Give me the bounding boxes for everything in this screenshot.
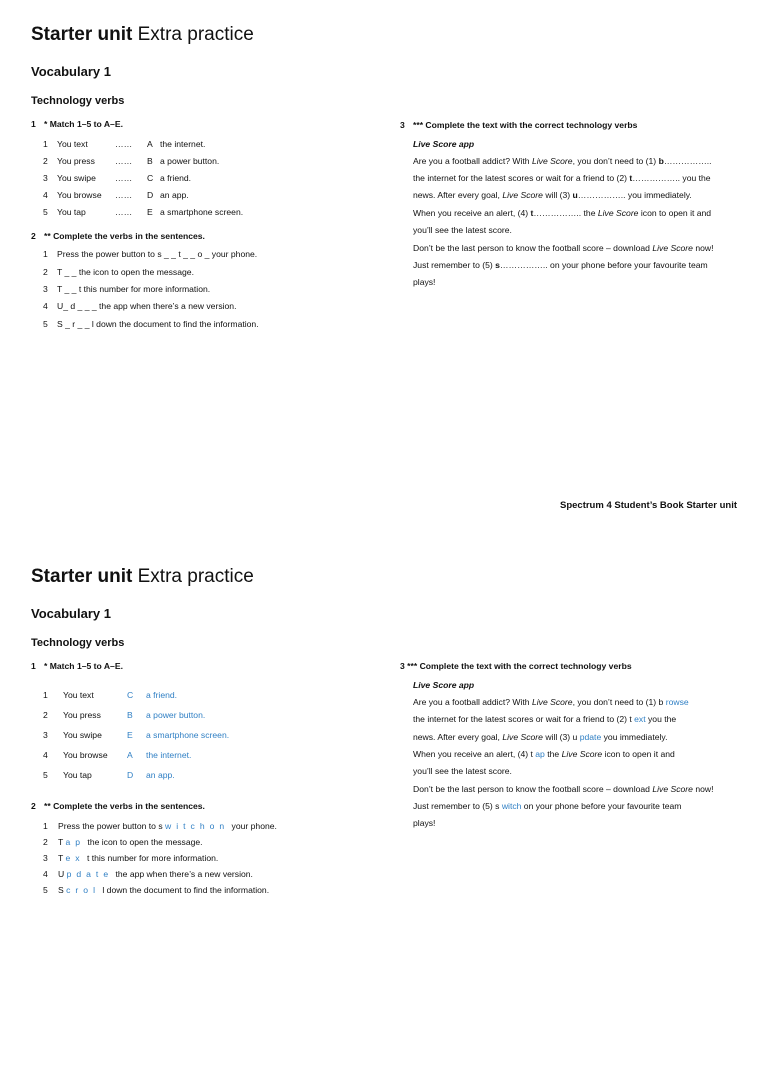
text-line: Just remember to (5) s…………….. on your phone before your favourite team bbox=[413, 260, 708, 270]
text-line: the internet for the latest scores or wait for a friend to (2) t ext you the bbox=[413, 714, 677, 724]
exercise-3-number: 3 bbox=[400, 120, 405, 130]
answer-text: an app. bbox=[146, 770, 175, 780]
text-line: news. After every goal, Live Score will (3) u…………….. you immediately. bbox=[413, 190, 692, 200]
worksheet-page-1: Starter unit Extra practice Vocabulary 1 Technology verbs 1 * Match 1–5 to A–E. 1 You text …… A the internet. 2 You press …… B a power button. 3 You swipe …… C a friend. 4 You browse …… D an app. 5 You tap …… E a smartphone screen. 2 ** Complete the verbs in the sentences. 1 Press the power button to s _ _ t _ _ o _ your phone. 2 T _ _ the icon to open the message. 3 T _ _ t this number for more information. 4 U_ d _ _ _ the app when there’s a new version. 5 S _ r _ _ l down the document to find the information. 3 *** Complete the text with the correct technology verbs Live Score app Are you a football addict? With Live Score, you don’t need to (1) b…………….. the internet for the latest scores or wait for a friend to (2) t…………….. you the news. After every goal, Live Score will (3) u…………….. you immediately. When you receive an alert, (4) t…………….. the Live Score icon to open it and you’ll see the latest score. Don’t be the last person to know the football score – download Live Score now! Just remember to (5) s…………….. on your phone before your favourite team plays! Spectrum 4 Student’s Book Starter unit bbox=[31, 24, 737, 511]
answer-letter: E bbox=[127, 730, 133, 740]
text-line: Just remember to (5) s witch on your phone before your favourite team bbox=[413, 801, 682, 811]
text-line: Don’t be the last person to know the football score – download Live Score now! bbox=[413, 784, 714, 794]
text-line: Are you a football addict? With Live Score, you don’t need to (1) b rowse bbox=[413, 697, 689, 707]
page-title: Starter unit Extra practice bbox=[31, 566, 254, 587]
text-line: the internet for the latest scores or wait for a friend to (2) t…………….. you the bbox=[413, 173, 711, 183]
answer-text: ex bbox=[65, 853, 85, 863]
answer-letter: D bbox=[127, 770, 134, 780]
subsection-heading: Technology verbs bbox=[31, 95, 125, 107]
answer-text: the internet. bbox=[146, 750, 192, 760]
text-line: Are you a football addict? With Live Score, you don’t need to (1) b…………….. bbox=[413, 156, 712, 166]
answer-letter: A bbox=[127, 750, 133, 760]
text-line: Don’t be the last person to know the football score – download Live Score now! bbox=[413, 243, 714, 253]
exercise-2-number: 2 bbox=[31, 231, 36, 241]
exercise-1-instruction: * Match 1–5 to A–E. bbox=[44, 661, 123, 671]
exercise-1-instruction: * Match 1–5 to A–E. bbox=[44, 119, 123, 129]
exercise-3-instruction: *** Complete the text with the correct technology verbs bbox=[413, 120, 638, 130]
answer-text: witch bbox=[501, 801, 522, 811]
text-line: plays! bbox=[413, 277, 436, 287]
section-heading: Vocabulary 1 bbox=[31, 606, 111, 621]
exercise-2-number: 2 bbox=[31, 801, 36, 811]
answer-text: ap bbox=[535, 749, 545, 759]
text-line: When you receive an alert, (4) t…………….. the Live Score icon to open it and bbox=[413, 208, 712, 218]
text-line: plays! bbox=[413, 818, 436, 828]
answer-text: ext bbox=[634, 714, 646, 724]
text-line: news. After every goal, Live Score will (3) u pdate you immediately. bbox=[413, 732, 668, 742]
answer-text: a smartphone screen. bbox=[146, 730, 230, 740]
text-title: Live Score app bbox=[413, 680, 475, 690]
text-line: you’ll see the latest score. bbox=[413, 766, 512, 776]
exercise-2-instruction: ** Complete the verbs in the sentences. bbox=[44, 801, 205, 811]
text-line: When you receive an alert, (4) t ap the Live Score icon to open it and bbox=[413, 749, 675, 759]
answer-text: rowse bbox=[665, 697, 689, 707]
exercise-3-instruction: 3 *** Complete the text with the correct technology verbs bbox=[400, 661, 632, 671]
answer-text: a power button. bbox=[146, 710, 206, 720]
answer-letter: B bbox=[127, 710, 133, 720]
answer-text: pdate bbox=[66, 869, 114, 879]
answer-text: crol bbox=[66, 885, 100, 895]
answer-text: a friend. bbox=[146, 690, 178, 700]
answer-letter: C bbox=[127, 690, 134, 700]
exercise-2-instruction: ** Complete the verbs in the sentences. bbox=[44, 231, 205, 241]
answer-text: pdate bbox=[579, 732, 602, 742]
page-title: Starter unit Extra practice bbox=[31, 24, 254, 45]
subsection-heading: Technology verbs bbox=[31, 637, 125, 649]
exercise-1-number: 1 bbox=[31, 119, 36, 129]
answer-text: witchon bbox=[165, 821, 230, 831]
section-heading: Vocabulary 1 bbox=[31, 64, 111, 79]
worksheet-page-2: Starter unit Extra practice Vocabulary 1 Technology verbs 1 * Match 1–5 to A–E. 1 You text C a friend. 2 You press B a power button. 3 You swipe E a smartphone screen. 4 You browse A the internet. 5 You tap D an app. 2 ** Complete the verbs in the sentences. 1 Press the power button to s witchon your phone. 2 T ap the icon to open the message. 3 T ex t this number for more information. 4 U pdate the app when there’s a new version. 5 S crol l down the document to find the information. 3 *** Complete the text with the correct technology verbs Live Score app Are you a football addict? With Live Score, you don’t need to (1) b rowse the internet for the latest scores or wait for a friend to (2) t ext you the news. After every goal, Live Score will (3) u pdate you immediately. When you receive an alert, (4) t ap the Live Score icon to open it and you’ll see the latest score. Don’t be the last person to know the football score – download Live Score now! Just remember to (5) s witch on your phone before your favourite team plays! bbox=[31, 566, 714, 895]
text-line: you’ll see the latest score. bbox=[413, 225, 512, 235]
exercise-1-number: 1 bbox=[31, 661, 36, 671]
page-footer: Spectrum 4 Student’s Book Starter unit bbox=[559, 500, 737, 511]
answer-text: ap bbox=[65, 837, 86, 847]
text-title: Live Score app bbox=[413, 139, 475, 149]
